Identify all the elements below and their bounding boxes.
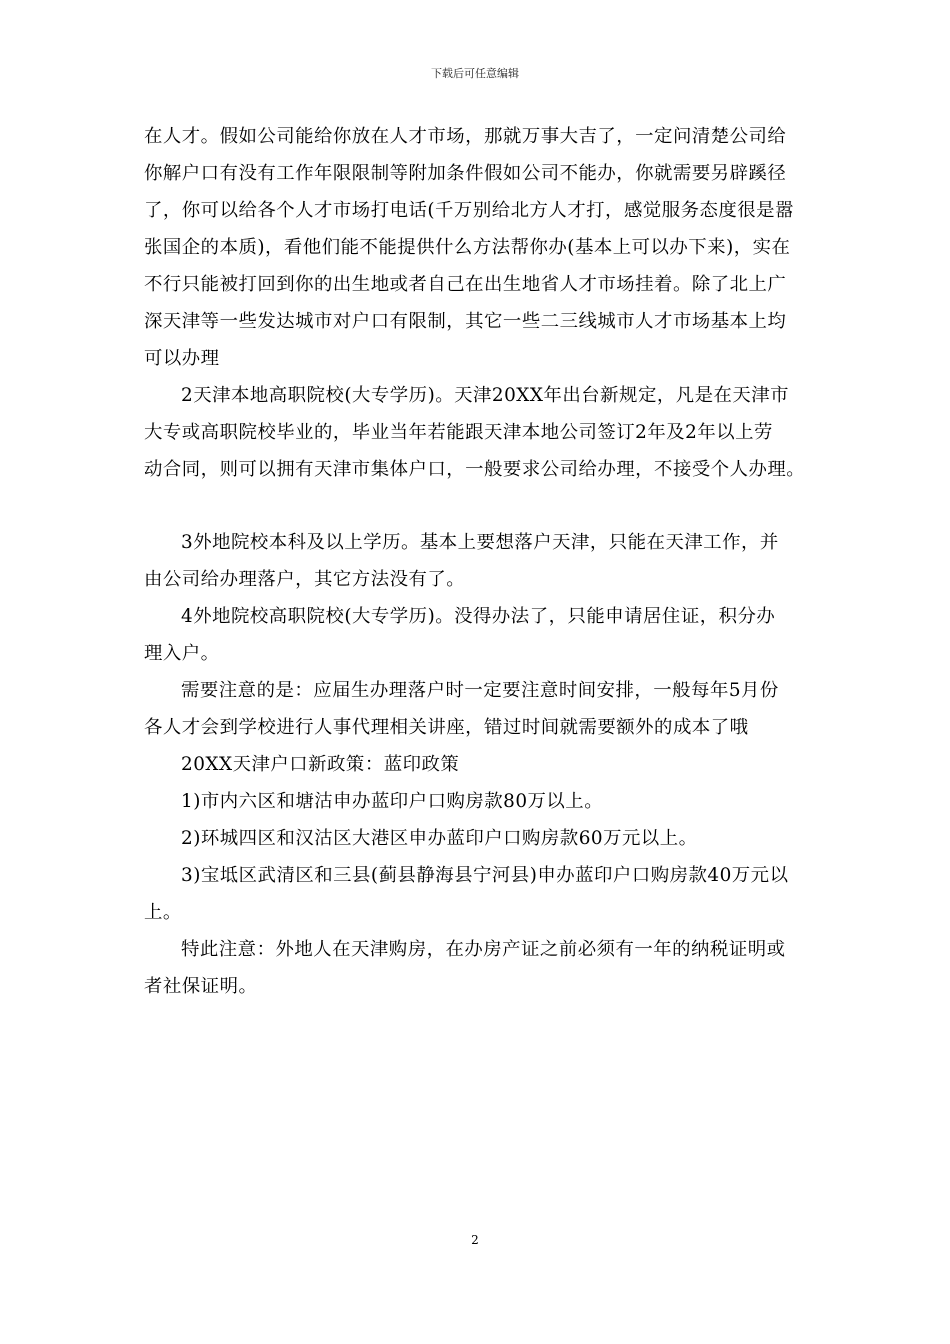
text-line: 张国企的本质)，看他们能不能提供什么方法帮你办(基本上可以办下来)，实在 (144, 237, 791, 258)
text-line: 理入户。 (144, 643, 220, 664)
page-number: 2 (471, 1233, 479, 1247)
text-line: 在人才。假如公司能给你放在人才市场，那就万事大吉了，一定问清楚公司给 (144, 126, 787, 147)
text-line: 特此注意：外地人在天津购房，在办房产证之前必须有一年的纳税证明或 (181, 939, 786, 960)
text-line: 4外地院校高职院校(大专学历)。没得办法了，只能申请居住证，积分办 (181, 606, 776, 627)
text-line: 3外地院校本科及以上学历。基本上要想落户天津，只能在天津工作，并 (181, 532, 779, 553)
text-line: 1)市内六区和塘沽申办蓝印户口购房款80万以上。 (181, 791, 604, 812)
text-line: 你解户口有没有工作年限限制等附加条件假如公司不能办，你就需要另辟蹊径 (144, 163, 787, 184)
text-line: 3)宝坻区武清区和三县(蓟县静海县宁河县)申办蓝印户口购房款40万元以 (181, 865, 789, 886)
text-line: 20XX天津户口新政策：蓝印政策 (181, 754, 460, 775)
text-line: 深天津等一些发达城市对户口有限制，其它一些二三线城市人才市场基本上均 (144, 311, 787, 332)
text-line: 动合同，则可以拥有天津市集体户口，一般要求公司给办理，不接受个人办理。 (144, 459, 806, 480)
text-line: 需要注意的是：应届生办理落户时一定要注意时间安排，一般每年5月份 (181, 680, 779, 701)
page-header: 下载后可任意编辑 (431, 67, 519, 80)
text-line: 上。 (144, 902, 182, 923)
text-line: 可以办理 (144, 348, 220, 369)
text-line: 大专或高职院校毕业的，毕业当年若能跟天津本地公司签订2年及2年以上劳 (144, 422, 773, 443)
text-line: 者社保证明。 (144, 976, 258, 997)
text-line: 2天津本地高职院校(大专学历)。天津20XX年出台新规定，凡是在天津市 (181, 385, 790, 406)
document-body (144, 118, 819, 1005)
text-line: 各人才会到学校进行人事代理相关讲座，错过时间就需要额外的成本了哦 (144, 717, 749, 738)
text-line: 不行只能被打回到你的出生地或者自己在出生地省人才市场挂着。除了北上广 (144, 274, 787, 295)
blank-line (144, 488, 819, 524)
text-line: 了，你可以给各个人才市场打电话(千万别给北方人才打，感觉服务态度很是嚣 (144, 200, 794, 221)
text-line: 2)环城四区和汉沽区大港区申办蓝印户口购房款60万元以上。 (181, 828, 698, 849)
text-line: 由公司给办理落户，其它方法没有了。 (144, 569, 466, 590)
